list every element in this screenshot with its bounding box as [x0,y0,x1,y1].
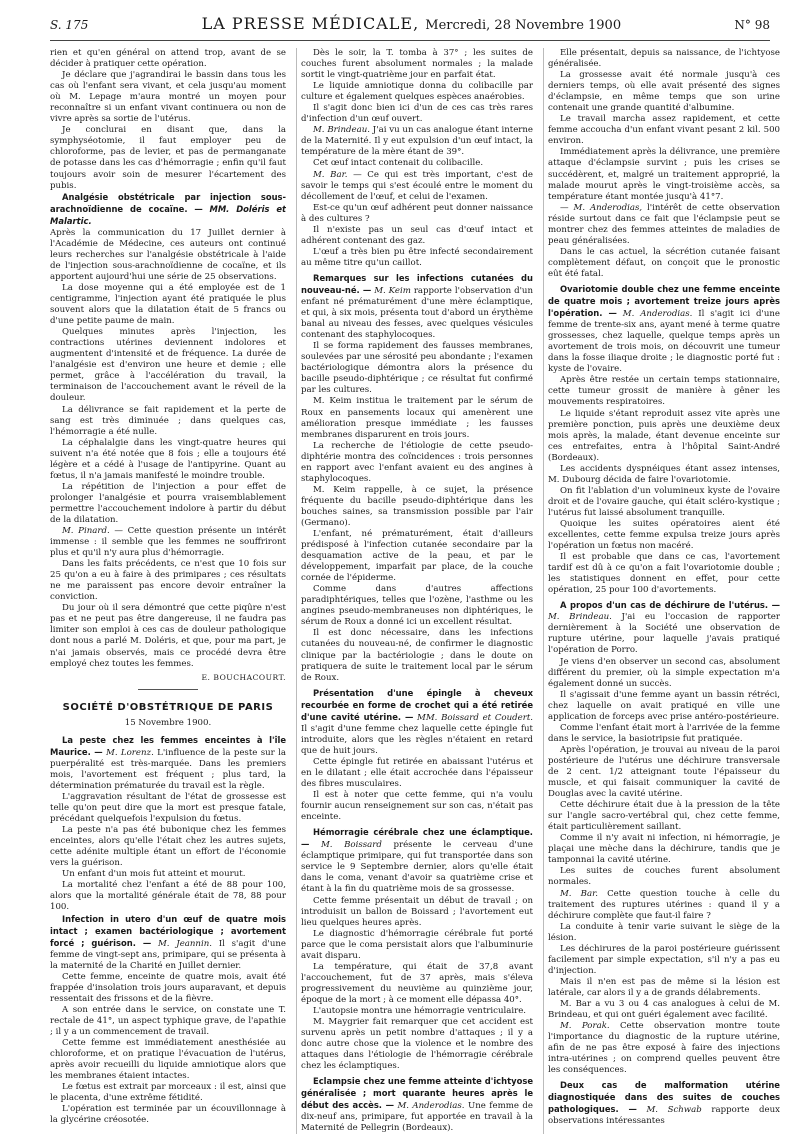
speech: Cette question présente un intérêt immense : il semble que les femmes ne souffriront plus et qu'il n'y aura plus d'hémorragie. [50,526,286,559]
paragraph: Mais il n'en est pas de même si la lésion est latérale, car alors il y a de grands délabrements. [548,976,780,998]
paragraph: M. Bar a vu 3 ou 4 cas analogues à celui de M. Brindeau, et qui ont guéri également avec facilité. [548,998,780,1021]
article-heading: Hémorragie cérébrale chez une éclamptique. — [301,827,533,850]
speech: J'ai vu un cas analogue étant interne de la Maternité. Il y eut expulsion d'un œuf intact, la température de la mère étant de 39°. [301,125,533,158]
signature: E. BOUCHACOURT. [201,672,286,682]
paragraph-with-speaker [548,1021,780,1076]
journal-name: LA PRESSE MÉDICALE, [201,14,420,33]
paragraph: Les suites de couches furent absolument normales. [548,866,780,888]
paragraph: Comme il n'y avait ni infection, ni hémorragie, je plaçai une mèche dans la déchirure, tandis que je tamponnai la cavité utérine. [548,833,780,866]
article-author: M. Anderodias. [397,1101,465,1112]
article-author: MM. Doléris et Malartic. [50,203,286,226]
paragraph: La grossesse avait été normale jusqu'à ces derniers temps, où elle avait présenté des signes d'éclampsie, en même temps que son urine contenait une grande quantité d'albumine. [548,70,780,114]
paragraph: M. Keim rappelle, à ce sujet, la présence fréquente du bacille pseudo-diphtérique dans les bouches saines, sa transmission possible par l'air (Germano). [301,484,533,528]
speech: Cette question touche à celle du traitement des ruptures utérines : quand il y a déchirure complète que faut-il faire ? [548,888,780,921]
paragraph: La conduite à tenir varie suivant le siège de la lésion. [548,921,780,943]
paragraph: Le liquide s'étant reproduit assez vite après une première ponction, puis après une deuxième deux mois après, la malade, étant devenue enceinte sur ces entrefaites, entra à l'hôpital Saint-André (Bordeaux). [548,408,780,463]
article-text: Une femme de dix-neuf ans, primipare, fut apportée en travail à la Maternité de Pellegrin (Bordeaux). [301,1101,533,1134]
speech: Ce qui est très important, c'est de savoir le temps qui s'est écoulé entre le moment du décollement de l'œuf, et celui de l'examen. [301,169,533,202]
paragraph: rien et qu'en général on attend trop, avant de se décider à pratiquer cette opération. [50,48,286,70]
article-lead [50,914,286,972]
article-lead [548,284,780,375]
paragraph-with-speaker: M. Bar. — Ce qui est très important, c'est de savoir le temps qui s'est écoulé entre le moment du décollement de l'œuf, et celui de l'examen. [301,169,533,202]
page-header [50,14,770,41]
speaker: M. Bar. [560,888,598,899]
article-lead [301,688,533,757]
article-lead [548,1080,780,1127]
article-heading: Ovariotomie double chez une femme enceinte de quatre mois ; avortement treize jours après l'opération. — [548,283,780,319]
paragraph: Après être restée un certain temps stationnaire, cette tumeur grossit de manière à gêner les mouvements respiratoires. [548,375,780,408]
article-author: M. Brindeau. [548,612,612,623]
paragraph: La peste n'a pas été bubonique chez les femmes enceintes, alors qu'elle l'était chez les autres sujets, cette adénite multiple étant un effort de l'économie vers la guérison. [50,825,286,869]
article-text: Il s'agit d'une femme chez laquelle cette épingle fut introduite, alors que les règles n'étaient en retard que de huit jours. [301,723,533,756]
columns [50,48,780,1134]
paragraph: Le fœtus est extrait par morceaux : il est, ainsi que le placenta, d'une extrême fétidité. [50,1082,286,1104]
column-1 [50,48,286,1134]
paragraph: La céphalalgie dans les vingt-quatre heures qui suivent n'a été notée que 8 fois ; elle a toujours été légère et a cédé à l'usage de l'antipyrine. Quant au fœtus, il n'a jamais manifesté le moindre trouble. [50,437,286,481]
paragraph: Du jour où il sera démontré que cette piqûre n'est pas et ne peut pas être dangereuse, il ne faudra pas limiter son emploi à ces cas de douleur pathologique dont nous a parlé M. Doléris, et que, pour ma part, je n'ai jamais observés, mais ce procédé devra être employé chez toutes les femmes. [50,603,286,669]
article-text: J'ai eu l'occasion de rapporter dernièrement à la Société une observation de rupture utérine, pour laquelle j'avais pratiqué l'opération de Porro. [548,612,780,656]
speaker: M. Brindeau. [313,125,370,136]
article-heading: Eclampsie chez une femme atteinte d'ichtyose généralisée ; mort quarante heures après le début des accès. — [301,1076,533,1111]
paragraph-with-speaker: — M. Anderodias, l'intérêt de cette observation réside surtout dans ce fait que l'éclampsie peut se montrer chez des femmes atteintes de maladies de peau généralisées. [548,202,780,246]
paragraph: Il est à noter que cette femme, qui n'a voulu fournir aucun renseignement sur son cas, n'était pas enceinte. [301,790,533,823]
article-lead [301,273,533,341]
paragraph: Il se forma rapidement des fausses membranes, soulevées par une sérosité peu abondante ; l'examen bactériologique démontra alors la présence du bacille pseudo-diphtérique ; ce résultat fut confirmé par les cultures. [301,341,533,396]
article-text: présente le cerveau d'une éclamptique primipare, qui fut transportée dans son service le 9 Septembre dernier, alors qu'elle était dans le coma, venant d'avoir sa quatrième crise et étant à la fin du quatrième mois de sa grossesse. [301,840,533,895]
article-author: M. Lorenz. [106,747,154,758]
article-text: rapporte deux observations intéressantes [548,1105,780,1127]
paragraph: Dans le cas actuel, la sécrétion cutanée faisant complètement défaut, on conçoit que le pronostic eût été fatal. [548,246,780,279]
article-author: M. Jeannin. [157,938,212,949]
article-heading: Deux cas de malformation utérine diagnostiquée dans des suites de couches pathologiques. — [548,1080,780,1115]
speaker: M. Anderodias, [573,202,643,213]
paragraph: Après la communication du 17 Juillet dernier à l'Académie de Médecine, ces auteurs ont continué leurs recherches sur l'analgésie obstétricale à l'aide de l'injection sous-arachnoïdienne de cocaïne, et ils apportent aujourd'hui une série de 25 observations. [50,227,286,282]
paragraph: Je conclurai en disant que, dans la symphyséotomie, il faut employer peu de chloroforme, pas de levier, et pas de permanganate de potasse dans les cas d'hémorragie ; enfin qu'il faut toujours avoir soin de mesurer l'écartement des pubis. [50,125,286,191]
column-3 [543,48,780,1134]
paragraph: Comme l'enfant était mort à l'arrivée de la femme dans le service, la basiotripsie fut pratiquée. [548,722,780,744]
paragraph: On fit l'ablation d'un volumineux kyste de l'ovaire droit et de l'ovaire gauche, qui était scléro-kystique ; l'utérus fut laissé absolument tranquille. [548,485,780,518]
paragraph: Quoique les suites opératoires aient été excellentes, cette femme expulsa treize jours après l'opération un fœtus non macéré. [548,518,780,552]
page-number: S. 175 [50,18,89,32]
article-author: M. Boissard [320,840,382,851]
paragraph: La mortalité chez l'enfant a été de 88 pour 100, alors que la mortalité générale était de 78, 88 pour 100. [50,880,286,913]
article-text: L'influence de la peste sur la puerpéralité est très-marquée. Dans les premiers mois, l'avortement est fréquent ; plus tard, la détermination prématurée du travail est la règle. [50,747,286,791]
paragraph-with-speaker [548,889,780,922]
section-title: SOCIÉTÉ D'OBSTÉTRIQUE DE PARIS [62,701,274,713]
paragraph: M. Maygrier fait remarquer que cet accident est survenu après un petit nombre d'attaques ; il y a donc autre chose que la violence et le nombre des attaques dans l'étiologie de l'hémorragie cérébrale chez les éclamptiques. [301,1017,533,1072]
article-author: M. Schwab [646,1105,702,1116]
paragraph: Comme dans d'autres affections paradiphtériques, telles que l'ozène, l'asthme ou les angines pseudo-membraneuses non diphtériques, le sérum de Roux a donné ici un excellent résultat. [301,584,533,628]
speech: Cette observation montre toute l'importance du diagnostic de la rupture utérine, afin de ne pas être exposé à faire des injections intra-utérines ; on comprend quelles peuvent être les conséquences. [548,1021,780,1076]
paragraph: L'œuf a très bien pu être infecté secondairement au même titre qu'un caillot. [301,246,533,268]
paragraph: La dose moyenne qui a été employée est de 1 centigramme, l'injection ayant été pratiquée le plus souvent alors que la dilatation était de 5 francs ou d'une petite paume de main. [50,282,286,327]
paragraph: Cet œuf intact contenait du colibacille. [313,158,484,169]
article-heading: Remarques sur les infections cutanées du nouveau-né. — [301,272,533,295]
paragraph: Cette épingle fut retirée en abaissant l'utérus et en le dilatant ; elle était accrochée dans l'épaisseur des fibres musculaires. [301,756,533,790]
article-heading: Présentation d'une épingle à cheveux recourbée en forme de crochet qui a été retirée d'une cavité utérine. — [301,687,533,722]
column-2 [296,48,533,1134]
speaker: M. Pinard. [62,526,110,537]
paragraph: Cette femme, enceinte de quatre mois, avait été frappée d'insolation trois jours auparavant, et depuis ressentait des frissons et de la fièvre. [50,971,286,1004]
paragraph: La température, qui était de 37,8 avant l'accouchement, fut de 37 après, mais s'éleva progressivement du neuvième au quinzième jour, époque de la mort ; à ce moment elle dépassa 40°. [301,961,533,1005]
paragraph: Cette femme présentait un début de travail ; on introduisit un ballon de Boissard ; l'avortement eut lieu quelques heures après. [301,895,533,928]
paragraph: L'opération est terminée par un écouvillonnage à la glycérine créosotée. [50,1104,286,1126]
paragraph: Après l'opération, je trouvai au niveau de la paroi postérieure de l'utérus une déchirure transversale de 2 cent. 1/2 atteignant toute l'épaisseur du muscle, et qui faisait communiquer la cavité de Douglas avec la cavité utérine. [548,744,780,800]
paragraph: Je viens d'en observer un second cas, absolument différent du premier, où la simple expectation m'a également donné un succès. [548,656,780,689]
paragraph: Est-ce qu'un œuf adhérent peut donner naissance à des cultures ? [301,202,533,224]
speech: l'intérêt de cette observation réside surtout dans ce fait que l'éclampsie peut se montrer chez des femmes atteintes de maladies de peau généralisées. [548,202,780,246]
article-heading: A propos d'un cas de déchirure de l'utérus. — [560,600,780,611]
paragraph: Elle présentait, depuis sa naissance, de l'ichtyose généralisée. [548,48,780,70]
divider [138,689,198,690]
paragraph: M. Keim institua le traitement par le sérum de Roux en pansements locaux qui amenèrent une amélioration presque immédiate ; les fausses membranes disparurent en trois jours. [301,396,533,440]
paragraph: Les déchirures de la paroi postérieure guérissent facilement par simple expectation, s'il n'y a pas eu d'injection. [548,943,780,976]
issue-date: Mercredi, 28 Novembre 1900 [425,18,622,33]
paragraph: Dans les faits précédents, ce n'est que 10 fois sur 25 qu'on a eu à faire à des primipares ; ces résultats ne me paraissent pas encore devoir entraîner la conviction. [50,559,286,603]
paragraph: Immédiatement après la délivrance, une première attaque d'éclampsie survint ; puis les crises se succédèrent, et, malgré un traitement approprié, la malade mourut après le vingt-troisième accès, sa température étant montée jusqu'à 41°7. [548,147,780,202]
article-text: Il s'agit d'une femme de vingt-sept ans, primipare, qui se présenta à la maternité de la Charité en Juillet dernier. [50,938,286,971]
article-lead [301,827,533,895]
paragraph: L'enfant, né prématurément, était d'ailleurs prédisposé à l'infection cutanée secondaire par la desquamation active de la peau, et par le développement, imparfait par place, de la couche cornée de l'épiderme. [301,529,533,584]
paragraph: La délivrance se fait rapidement et la perte de sang est très diminuée ; dans quelques cas, l'hémorragie a été nulle. [50,404,286,437]
paragraph: Les accidents dyspnéiques étant assez intenses, M. Dubourg décida de faire l'ovariotomie. [548,463,780,485]
article-heading: La peste chez les femmes enceintes à l'île Maurice. — [50,734,286,757]
paragraph: Le liquide amniotique donna du colibacille par culture et également quelques espèces anaérobies. [301,81,533,103]
journal-title [202,14,622,33]
paragraph: Le travail marcha assez rapidement, et cette femme accoucha d'un enfant vivant pesant 2 kil. 500 environ. [548,114,780,147]
paragraph: Il est donc nécessaire, dans les infections cutanées du nouveau-né, de confirmer le diagnostic clinique par la bactériologie ; dans le doute on pratiquera de suite le traitement local par le sérum de Roux. [301,628,533,683]
paragraph: Il est probable que dans ce cas, l'avortement tardif est dû à ce qu'on a fait l'ovariotomie double ; les statistiques donnent en effet, pour cette opération, 25 pour 100 d'avortements. [548,552,780,596]
paragraph: L'aggravation résultant de l'état de grossesse est telle qu'on peut dire que la mort est presque fatale, précédant quelquefois l'expulsion du fœtus. [50,792,286,825]
paragraph: Il s'agit donc bien ici d'un de ces cas très rares d'infection d'un œuf ouvert. [301,103,533,125]
article-lead [301,1076,533,1134]
paragraph: La répétition de l'injection a pour effet de prolonger l'analgésie et pourra vraisemblablement permettre l'accouchement indolore à partir du début de la dilatation. [50,481,286,525]
article-text: Il s'agit ici d'une femme de trente-six ans, ayant mené à terme quatre grossesses, chez laquelle, quelque temps après un avortement de trois mois, on découvrit une tumeur dans la fosse iliaque droite ; le diagnostic porté fut : kyste de l'ovaire. [548,309,780,375]
section-date: 15 Novembre 1900. [124,717,212,728]
paragraph: Je déclare que j'agrandirai le bassin dans tous les cas où l'enfant sera vivant, et cela jusqu'au moment où M. Lepage m'aura montré un moyen pour reconnaître si un enfant vivant continuera ou non de vivre après sa sortie de l'utérus. [50,70,286,125]
speaker: M. Bar. [313,169,348,180]
paragraph: Quelques minutes après l'injection, les contractions utérines deviennent indolores et augmentent d'intensité et de fréquence. La durée de l'analgésie est d'environ une heure et demie ; elle permet, grâce à l'accélération du travail, la terminaison de l'accouchement avant le réveil de la douleur. [50,327,286,404]
speaker: M. Porak. [560,1021,610,1032]
paragraph: Il s'agissait d'une femme ayant un bassin rétréci, chez laquelle on avait pratiqué en ville une application de forceps avec prise antéro-postérieure. [548,689,780,722]
article-lead [50,735,286,792]
paragraph: Cette déchirure était due à la pression de la tête sur l'angle sacro-vertébral qui, chez cette femme, était particulièrement saillant. [548,800,780,833]
article-heading: Analgésie obstétricale par injection sous-arachnoïdienne de cocaïne. — [50,191,286,214]
paragraph: A son entrée dans le service, on constate une T. rectale de 41°, un aspect typhique grave, de l'apathie ; il y a un commencement de travail. [50,1004,286,1037]
article-text: rapporte l'observation d'un enfant né prématurément d'une mère éclamptique, et qui, à six mois, présenta tout d'abord un érythème banal au niveau des fesses, avec quelques vésicules contenant des staphylocoques. [301,285,533,341]
paragraph-with-speaker [301,125,533,158]
article-lead [50,192,286,228]
article-author: MM. Boissard et Coudert. [417,712,533,723]
paragraph: Il n'existe pas un seul cas d'œuf intact et adhérent contenant des gaz. [301,224,533,246]
paragraph: Cette femme est immédiatement anesthésiée au chloroforme, et on pratique l'évacuation de l'utérus, après avoir recueilli du liquide amniotique alors que les membranes étaient intactes. [50,1038,286,1082]
paragraph: Dès le soir, la T. tomba à 37° ; les suites de couches furent absolument normales ; la malade sortit le vingt-quatrième jour en parfait état. [301,48,533,81]
article-lead [548,600,780,656]
issue-number: N° 98 [734,18,770,32]
article-author: M. Anderodias. [622,309,693,320]
paragraph: La recherche de l'étiologie de cette pseudo-diphtérie montra des coïncidences : trois personnes en rapport avec l'enfant avaient eu des angines à staphylocoques. [301,440,533,484]
paragraph: L'autopsie montra une hémorragie ventriculaire. [313,1005,527,1016]
article-author: M. Keim [374,285,411,296]
paragraph: Le diagnostic d'hémorragie cérébrale fut porté parce que le coma persistait alors que l'albuminurie avait disparu. [301,928,533,961]
paragraph-with-speaker: M. Pinard. — Cette question présente un intérêt immense : il semble que les femmes ne souffriront plus et qu'il n'y aura plus d'hémorragie. [50,526,286,559]
article-heading: Infection in utero d'un œuf de quatre mois intact ; examen bactériologique ; avortement forcé ; guérison. — [50,913,286,948]
paragraph: Un enfant d'un mois fut atteint et mourut. [62,869,246,880]
